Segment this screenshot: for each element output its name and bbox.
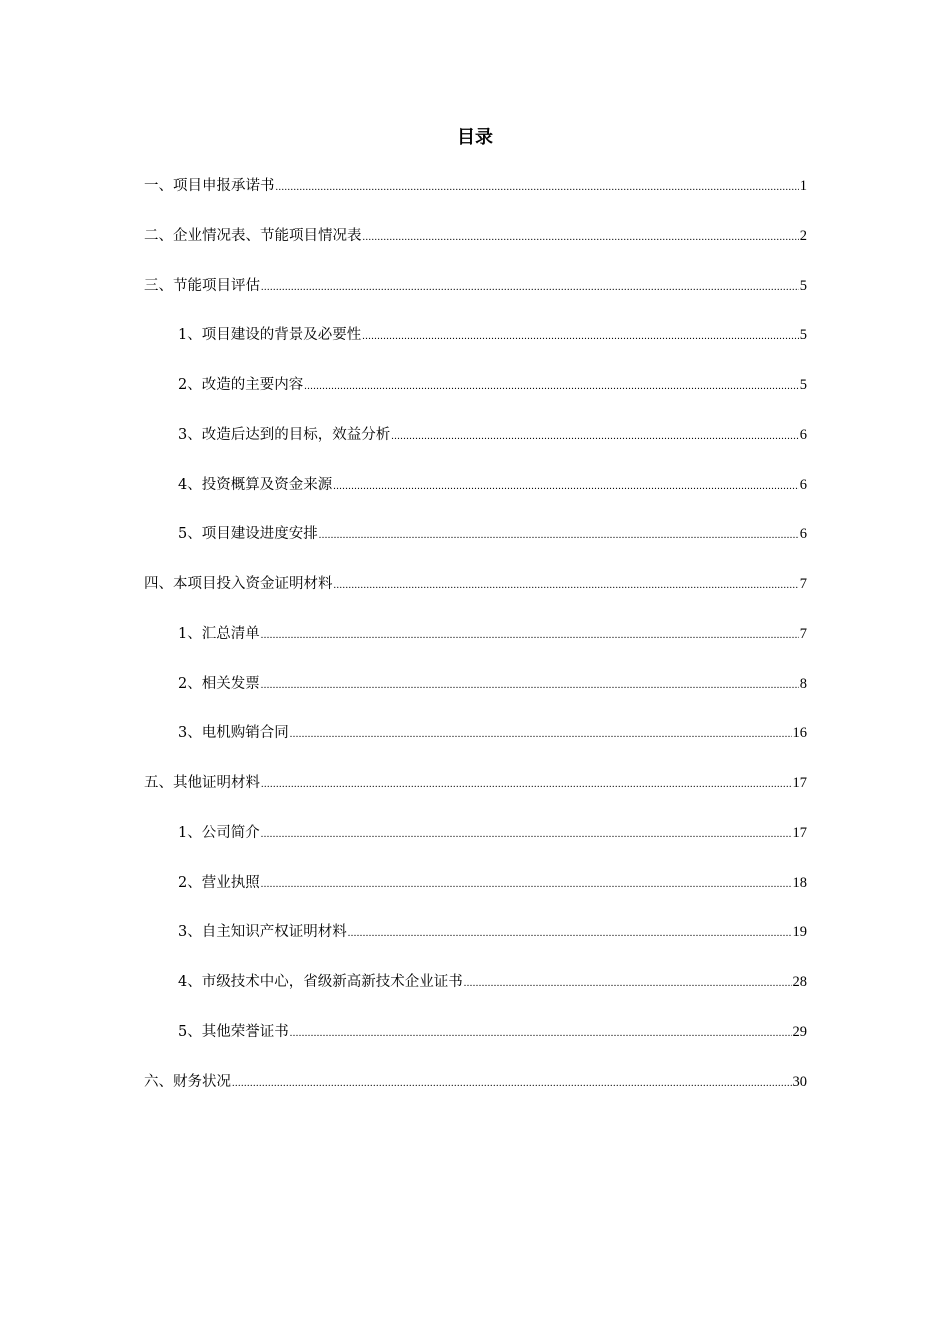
dot-leader — [363, 226, 799, 250]
toc-subentry[interactable] — [144, 821, 807, 871]
toc-page-number: 5 — [799, 327, 807, 344]
toc-entry[interactable] — [144, 274, 807, 324]
toc-entry-label: 5、项目建设进度安排 — [178, 526, 318, 543]
toc-entry-label: 1、项目建设的背景及必要性 — [178, 327, 362, 344]
table-of-contents — [144, 174, 807, 1119]
toc-page-number: 8 — [799, 675, 807, 692]
toc-subentry[interactable] — [144, 323, 807, 373]
dot-leader — [261, 823, 792, 847]
toc-page-number: 2 — [799, 227, 807, 244]
toc-page-number: 16 — [792, 725, 807, 742]
dot-leader — [319, 524, 799, 548]
dot-leader — [261, 276, 799, 300]
toc-page-number: 7 — [799, 576, 807, 592]
toc-entry-label: 三、节能项目评估 — [144, 277, 260, 294]
dot-leader — [261, 873, 792, 897]
toc-entry[interactable] — [144, 572, 807, 622]
toc-entry-label: 1、汇总清单 — [178, 625, 260, 642]
toc-page-number: 29 — [792, 1023, 807, 1040]
toc-entry-label: 五、其他证明材料 — [144, 775, 260, 791]
toc-subentry[interactable] — [144, 920, 807, 970]
dot-leader — [391, 425, 799, 449]
dot-leader — [261, 773, 792, 797]
dot-leader — [261, 624, 799, 648]
toc-entry-label: 一、项目申报承诺书 — [144, 178, 275, 194]
dot-leader — [348, 922, 792, 946]
dot-leader — [261, 674, 799, 698]
dot-leader — [290, 1022, 792, 1046]
toc-entry-label: 六、财务状况 — [144, 1073, 231, 1090]
toc-subentry[interactable] — [144, 473, 807, 523]
toc-entry[interactable] — [144, 771, 807, 821]
toc-subentry[interactable] — [144, 970, 807, 1020]
dot-leader — [464, 972, 792, 996]
dot-leader — [362, 325, 799, 349]
toc-entry-label: 四、本项目投入资金证明材料 — [144, 576, 333, 592]
toc-page-number: 5 — [799, 377, 807, 393]
toc-entry-label: 3、电机购销合同 — [178, 725, 289, 742]
dot-leader — [232, 1072, 792, 1096]
toc-subentry[interactable] — [144, 522, 807, 572]
toc-page-number: 28 — [792, 974, 807, 990]
toc-page-number: 6 — [799, 476, 807, 493]
toc-page-number: 18 — [792, 874, 807, 891]
dot-leader — [276, 176, 799, 200]
toc-subentry[interactable] — [144, 1020, 807, 1070]
toc-subentry[interactable] — [144, 721, 807, 771]
toc-page-number: 7 — [799, 625, 807, 642]
dot-leader — [290, 723, 792, 747]
toc-entry[interactable] — [144, 1070, 807, 1120]
toc-entry-label: 3、自主知识产权证明材料 — [178, 924, 347, 941]
toc-subentry[interactable] — [144, 622, 807, 672]
toc-page-number: 19 — [792, 924, 807, 941]
toc-entry[interactable] — [144, 174, 807, 224]
toc-entry-label: 4、投资概算及资金来源 — [178, 476, 333, 493]
toc-subentry[interactable] — [144, 871, 807, 921]
toc-subentry[interactable] — [144, 373, 807, 423]
toc-page-number: 30 — [792, 1073, 807, 1090]
toc-entry-label: 二、企业情况表、节能项目情况表 — [144, 227, 362, 244]
toc-entry-label: 3、改造后达到的目标，效益分析 — [178, 426, 391, 443]
dot-leader — [304, 375, 799, 399]
dot-leader — [333, 475, 799, 499]
toc-subentry[interactable] — [144, 672, 807, 722]
toc-entry-label: 2、营业执照 — [178, 874, 260, 891]
toc-entry-label: 4、市级技术中心，省级新高新技术企业证书 — [178, 974, 463, 990]
toc-page-number: 6 — [799, 426, 807, 443]
dot-leader — [334, 574, 799, 598]
toc-entry-label: 1、公司简介 — [178, 824, 260, 841]
toc-page-number: 5 — [799, 277, 807, 294]
toc-subentry[interactable] — [144, 423, 807, 473]
toc-entry-label: 2、改造的主要内容 — [178, 377, 304, 393]
toc-page-number: 1 — [799, 178, 807, 194]
toc-entry-label: 2、相关发票 — [178, 675, 260, 692]
page-title: 目录 — [457, 127, 493, 148]
toc-entry-label: 5、其他荣誉证书 — [178, 1023, 289, 1040]
toc-page-number: 17 — [792, 824, 807, 841]
toc-page-number: 17 — [792, 775, 807, 791]
toc-page-number: 6 — [799, 526, 807, 543]
toc-entry[interactable] — [144, 224, 807, 274]
